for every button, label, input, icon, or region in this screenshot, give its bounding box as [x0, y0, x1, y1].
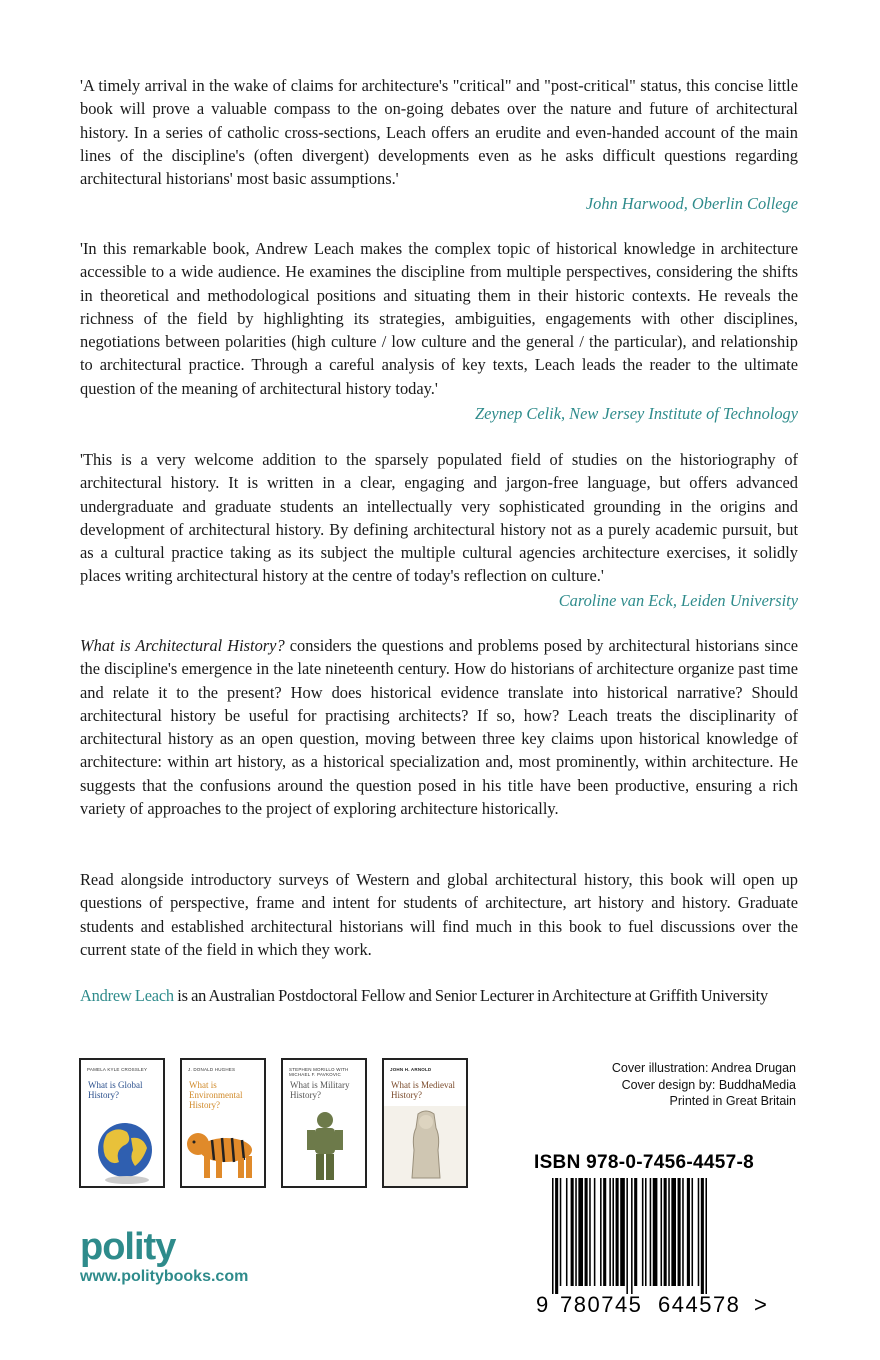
barcode-bar	[687, 1178, 690, 1286]
book-description	[80, 634, 798, 820]
credit-design: Cover design by: BuddhaMedia	[621, 1077, 796, 1092]
credit-illustration: Cover illustration: Andrea Drugan	[611, 1061, 796, 1075]
series-cover-military-history	[281, 1058, 367, 1188]
review-2-text: 'In this remarkable book, Andrew Leach makes the complex topic of historical knowledge in architecture accessible to a wide audience. He examines the discipline from multiple perspectives, considering the shifts in theoretical and methodological positions and situating them in their historic contexts. He reveals the richness of the field by highlighting its strategies, ambiguities, engagements with other disciplines, negotiations between polarities (high culture / low culture and the general / the particular), and relationship to architectural practice. Through a careful analysis of key texts, Leach leads the reader to the ultimate question of the meaning of architectural history today.'	[80, 239, 798, 398]
barcode-bar	[571, 1178, 574, 1286]
author-bio	[80, 984, 798, 1007]
globe-icon	[81, 1116, 163, 1186]
series-cover-author: J. DONALD HUGHES	[188, 1067, 236, 1072]
barcode-bar	[661, 1178, 663, 1286]
barcode-bar	[634, 1178, 637, 1286]
barcode-bar	[698, 1178, 700, 1286]
barcode-bar	[705, 1178, 707, 1294]
barcode-bar	[609, 1178, 611, 1286]
barcode-bar	[678, 1178, 681, 1286]
barcode-bar	[585, 1178, 588, 1286]
barcode-bar	[664, 1178, 667, 1286]
author-bio-text: is an Australian Postdoctoral Fellow and Senior Lecturer in Architecture at Griffith University	[173, 986, 768, 1005]
barcode-bar	[653, 1178, 658, 1286]
barcode-bar	[626, 1178, 628, 1294]
series-cover-author: PAMELA KYLE CROSSLEY	[87, 1067, 148, 1072]
tiger-icon	[182, 1120, 264, 1188]
barcode-bar	[645, 1178, 647, 1286]
credit-printed: Printed in Great Britain	[669, 1094, 796, 1108]
barcode-right-digits: 644578	[658, 1292, 741, 1317]
barcode-left-digits: 780745	[560, 1292, 643, 1317]
barcode-bar	[603, 1178, 606, 1286]
isbn-label: ISBN 978-0-7456-4457-8	[534, 1152, 754, 1173]
barcode-bar	[578, 1178, 583, 1286]
barcode-bar	[650, 1178, 652, 1286]
barcode	[534, 1178, 774, 1318]
barcode-bar	[575, 1178, 577, 1286]
barcode-bar	[701, 1178, 704, 1294]
barcode-bar	[566, 1178, 568, 1286]
barcode-bar	[560, 1178, 562, 1286]
series-cover-author: JOHN H. ARNOLD	[390, 1067, 432, 1072]
chess-piece-icon	[384, 1106, 466, 1186]
barcode-bar	[631, 1178, 633, 1294]
series-cover-title: What is Medieval History?	[391, 1080, 455, 1100]
author-name: Andrew Leach	[80, 986, 174, 1005]
barcode-bar	[555, 1178, 558, 1294]
series-cover-title: What is Global History?	[88, 1080, 143, 1100]
barcode-bar	[642, 1178, 644, 1286]
series-cover-medieval-history	[382, 1058, 468, 1188]
publisher-logo: polity	[80, 1226, 176, 1268]
barcode-bar	[682, 1178, 684, 1286]
review-1-attribution: John Harwood, Oberlin College	[585, 194, 798, 213]
barcode-bar	[600, 1178, 602, 1286]
barcode-bar	[620, 1178, 625, 1286]
barcode-bar	[616, 1178, 619, 1286]
review-3-attribution: Caroline van Eck, Leiden University	[558, 591, 798, 610]
barcode-bar	[668, 1178, 670, 1286]
series-cover-author: STEPHEN MORILLO WITH MICHAEL F. PAVKOVIC	[289, 1067, 349, 1077]
barcode-end-mark: >	[754, 1292, 767, 1317]
review-3-text: 'This is a very welcome addition to the sparsely populated field of studies on the historiography of architectural history. It is written in a clear, engaging and jargon-free language, but offers advanced undergraduate and graduate students an intellectually very sophisticated grounding in the origins and development of architectural history. By defining architectural history not as a purely academic pursuit, but as a cultural practice taking as its subject the multiple cultural agencies architecture exercises, it solidly places writing architectural history at the centre of today's reflection on culture.'	[80, 450, 798, 586]
review-2-attribution: Zeynep Celik, New Jersey Institute of Technology	[474, 404, 798, 423]
series-cover-global-history	[79, 1058, 165, 1188]
barcode-bar	[552, 1178, 554, 1294]
publisher-url: www.politybooks.com	[80, 1268, 249, 1285]
barcode-bar	[692, 1178, 694, 1286]
read-alongside-text: Read alongside introductory surveys of Western and global architectural history, this book will open up questions of perspective, frame and intent for students of architecture, art history and history. Graduate students and established architectural historians will find much in this book to fuel discussions over the current state of the field in which they work.	[80, 870, 798, 959]
series-cover-title: What is Military History?	[290, 1080, 350, 1100]
book-description-text: considers the questions and problems posed by architectural historians since the discipline's emergence in the late nineteenth century. How do historians of architecture organize past time and relate it to the present? How does historical evidence translate into historical narrative? Should architectural history be useful for practising architects? If so, how? Leach treats the disciplinarity of architectural history as an open question, moving between three key claims upon historical knowledge of architecture: within art history, as a historical specialization and, most prominently, within architecture. He suggests that the confusions around the question posed in his title have been productive, ensuring a rich variety of approaches to the project of exploring architecture historically.	[80, 636, 798, 819]
book-title: What is Architectural History?	[80, 636, 285, 655]
cover-credits	[612, 1060, 796, 1110]
barcode-bar	[589, 1178, 591, 1286]
review-1-text: 'A timely arrival in the wake of claims for architecture's "critical" and "post-critical" status, this concise little book will prove a valuable compass to the on-going debates over the nature and future of architectural history. In a series of catholic cross-sections, Leach offers an erudite and even-handed account of the main lines of the discipline's (often divergent) developments even as he asks difficult questions regarding architectural historians' most basic assumptions.'	[80, 76, 798, 189]
barcode-bar	[594, 1178, 596, 1286]
barcode-first-digit: 9	[536, 1292, 549, 1317]
series-cover-environmental-history	[180, 1058, 266, 1188]
barcode-bar	[671, 1178, 676, 1286]
barcode-bar	[612, 1178, 614, 1286]
soldier-icon	[283, 1106, 365, 1186]
series-cover-title: What is Environmental History?	[189, 1080, 243, 1110]
